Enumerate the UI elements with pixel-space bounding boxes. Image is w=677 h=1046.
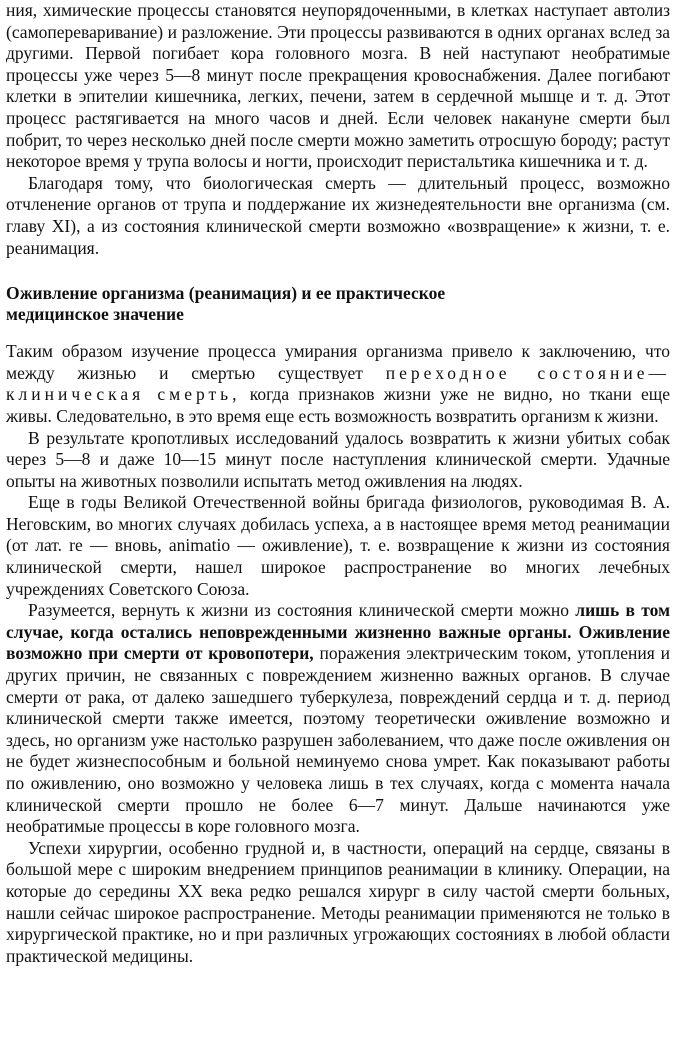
- paragraph-surgery: Успехи хирургии, особенно грудной и, в частности, операций на сердце, связаны в большой мере с широким внедрением принципов реанимации в клинику. Операции, на которые до середины XX века редко решался хирург в силу частой смерти больных, нашли сейчас широкое распространение. Методы реанимации применяются не только в хирургической практике, но и при различных угрожающих состояниях в любой области практической медицины.: [6, 837, 670, 966]
- paragraph-clinical-death: [6, 341, 670, 427]
- bold-emphasis: лишь в том случае, когда остались неповрежденными жизненно важные органы. Оживление возможно при смерти от кровопотери,: [6, 600, 670, 664]
- paragraph-biological-death: Благодаря тому, что биологическая смерть — длительный процесс, возможно отчленение органов от трупа и поддержание их жизнедеятельности вне организма (см. главу XI), а из состояния клинической смерти возможно «возвращение» к жизни, т. е. реанимация.: [6, 172, 670, 258]
- document-page: [6, 0, 670, 967]
- section-heading-line-2: медицинское значение: [6, 304, 184, 325]
- spacer: [6, 259, 670, 283]
- section-heading: [6, 283, 670, 325]
- section-heading-line-1: Оживление организма (реанимация) и ее практическое: [6, 283, 446, 304]
- paragraph-text: поражения электрическим током, утопления и других причин, не связанных с повреждением жизненно важных органов. В случае смерти от рака, от далеко зашедшего туберкулеза, повреждений сердца и т. д. период клинической смерти также имеется, поэтому теоретически оживление возможно и здесь, но организм уже настолько разрушен заболеванием, что даже после оживления он не будет жизнеспособным и больной неминуемо снова умрет. Как показывают работы по оживлению, оно возможно у человека лишь в тех случаях, когда с момента начала клинической смерти прошло не более 6—7 минут. Дальше начинаются уже необратимые процессы в коре головного мозга.: [6, 643, 670, 837]
- paragraph-text: когда признаков жизни уже не видно, но ткани еще живы. Следовательно, в это время еще есть возможность возвратить организм к жизни.: [6, 384, 671, 426]
- spacer: [6, 325, 670, 341]
- paragraph-dog-experiments: В результате кропотливых исследований удалось возвратить к жизни убитых собак через 5—8 и даже 10—15 минут после наступления клинической смерти. Удачные опыты на животных позволили испытать метод оживления на людях.: [6, 427, 670, 491]
- paragraph-text: Разумеется, вернуть к жизни из состояния клинической смерти можно: [28, 600, 576, 621]
- paragraph-negovsky: Еще в годы Великой Отечественной войны бригада физиологов, руководимая В. А. Неговским, во многих случаях добилась успеха, а в настоящее время метод реанимации (от лат. re — вновь, animatio — оживление), т. е. возвращение к жизни из состояния клинической смерти, нашел широкое распространение во многих лечебных учреждениях Советского Союза.: [6, 492, 670, 599]
- paragraph-text: Таким образом изучение процесса умирания организма привело к заключению, что между жизнью и смертью существует: [6, 341, 670, 383]
- paragraph-conditions: [6, 600, 670, 838]
- paragraph-continuation: ния, химические процессы становятся неупорядоченными, в клетках наступает автолиз (самопереваривание) и разложение. Эти процессы развиваются в одних органах вслед за другими. Первой погибает кора головного мозга. В ней наступают необратимые процессы уже через 5—8 минут после прекращения кровоснабжения. Далее погибают клетки в эпителии кишечника, легких, печени, затем в сердечной мышце и т. д. Этот процесс растягивается на много часов и дней. Если человек накануне смерти был побрит, то через несколько дней после смерти можно заметить отросшую бороду; растут некоторое время у трупа волосы и ногти, происходит перистальтика кишечника и т. д.: [6, 0, 670, 172]
- spaced-emphasis: переходное состояние—клиническая смерть,: [6, 362, 670, 405]
